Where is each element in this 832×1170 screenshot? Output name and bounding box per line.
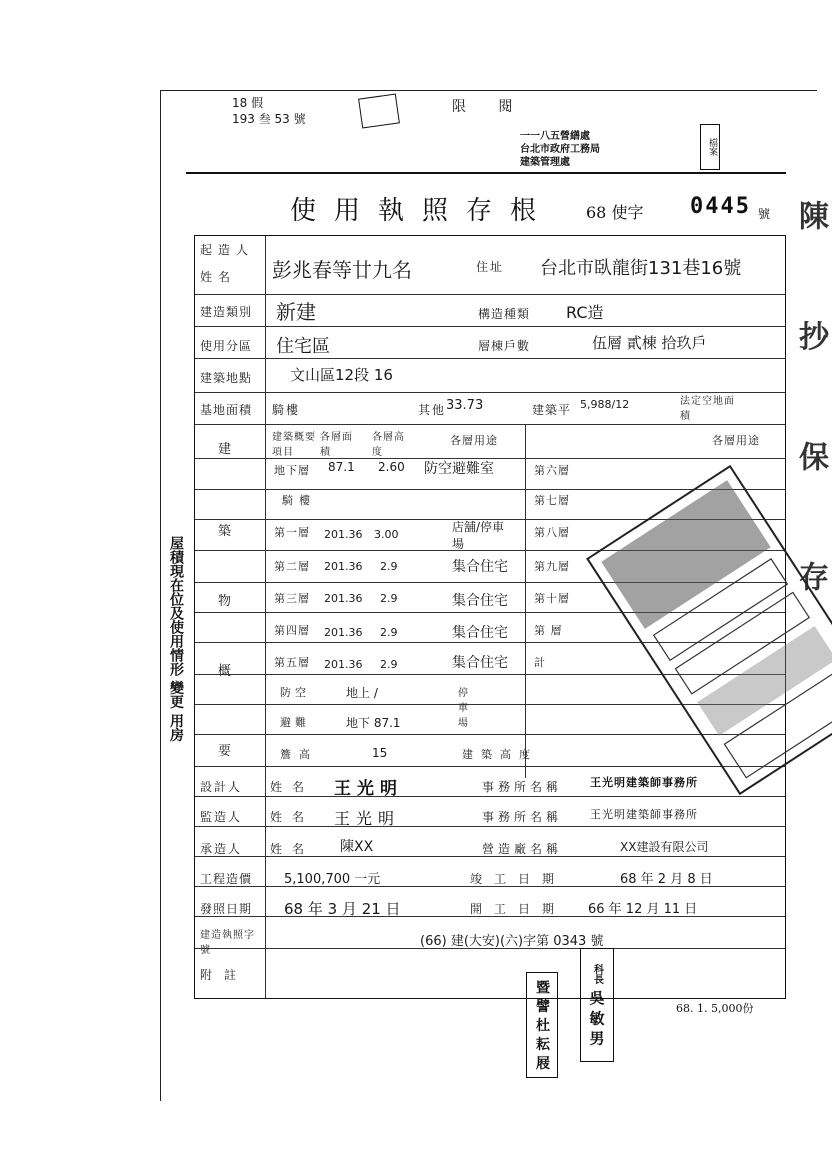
label-completion: 竣工日期 — [470, 872, 567, 886]
label-contractor-name: 姓名 — [270, 842, 315, 856]
label-start-date: 開工日期 — [470, 902, 567, 916]
section-char-yao: 要 — [218, 744, 238, 759]
floor-header-use: 各層用途 — [450, 434, 498, 447]
value-supervisor-name: 王光明 — [334, 809, 401, 828]
value-floor3: 201.36 — [324, 592, 363, 605]
value-start: 66 年 12 月 11 日 — [588, 902, 698, 917]
form-title: 使用執照存根 — [290, 196, 555, 226]
label-parking: 停車場 — [458, 688, 469, 729]
floor-header-use-right: 各層用途 — [712, 434, 760, 447]
value-floor4-use: 集合住宅 — [452, 625, 508, 641]
value-floor3-use: 集合住宅 — [452, 593, 508, 609]
value-floor5-height: 2.9 — [380, 658, 398, 671]
print-note: 68. 1. 5,000份 — [676, 1002, 754, 1015]
value-households: 伍層 貳棟 拾玖戶 — [592, 334, 707, 352]
section-char-wu: 物 — [218, 594, 238, 609]
value-floor5-use: 集合住宅 — [452, 655, 508, 671]
value-basement-height: 2.60 — [378, 460, 405, 474]
floor-row-label-right: 第九層 — [534, 560, 570, 573]
value-completion: 68 年 2 月 8 日 — [620, 872, 713, 887]
value-floor2-height: 2.9 — [380, 560, 398, 573]
value-floor2-use: 集合住宅 — [452, 559, 508, 575]
value-floor1-use: 店舖/停車場 — [452, 520, 505, 551]
label-supervisor: 監造人 — [200, 810, 243, 824]
section-char-jian: 建 — [218, 442, 238, 457]
label-permit-no: 建造執照字號 — [200, 930, 255, 956]
form-number-suffix: 號 — [758, 207, 771, 221]
label-designer: 設計人 — [200, 780, 243, 794]
seal-stamp-1: 暨 譬 杜 耘 屐 — [526, 972, 558, 1078]
value-permit: (66) 建(大安)(六)字第 0343 號 — [420, 934, 604, 949]
value-issue: 68 年 3 月 21 日 — [284, 900, 401, 918]
value-structure: RC造 — [566, 303, 604, 322]
label-households: 層棟戶數 — [478, 339, 531, 353]
value-supervisor-firm: 王光明建築師事務所 — [590, 808, 698, 821]
label-refuge: 避難 — [280, 716, 310, 729]
top-mark-line2: 193 叁 53 號 — [232, 112, 306, 126]
section-char-gai: 概 — [218, 664, 238, 679]
floor-row-label: 地下層 — [274, 464, 310, 477]
floor-row-label-right: 第七層 — [534, 494, 570, 507]
form-number-prefix: 68 使字 — [586, 203, 644, 222]
value-basement: 87.1 — [328, 460, 355, 474]
value-basement-use: 防空避難室 — [424, 461, 494, 477]
label-supervisor-firm: 事務所名稱 — [482, 810, 563, 824]
floor-row-label: 騎樓 — [282, 494, 316, 507]
label-zoning: 使用分區 — [200, 339, 253, 353]
value-zoning: 住宅區 — [276, 336, 330, 357]
value-designer-firm: 王光明建築師事務所 — [590, 776, 698, 789]
label-site: 建築地點 — [200, 371, 253, 385]
value-eave: 15 — [372, 746, 388, 760]
value-contractor-firm: XX建設有限公司 — [620, 840, 709, 854]
floor-row-label: 第五層 — [274, 656, 310, 669]
right-margin-text: 陳 抄 保 存 — [793, 200, 828, 632]
label-bldg-height: 建築高度 — [462, 748, 538, 761]
floor-row-label-right: 第八層 — [534, 526, 570, 539]
floor-row-label-right: 計 — [534, 656, 546, 669]
value-cost: 5,100,700 一元 — [284, 872, 381, 887]
section-char-zhu: 築 — [218, 524, 238, 539]
label-covered: 騎樓 — [272, 403, 301, 417]
floor-row-label: 第二層 — [274, 560, 310, 573]
value-site: 文山區12段 16 — [290, 366, 393, 384]
value-floor5: 201.36 — [324, 658, 363, 671]
floor-row-label: 第四層 — [274, 624, 310, 637]
archive-box-stamp: 檔案 — [700, 124, 720, 170]
floor-row-label: 第一層 — [274, 526, 310, 539]
label-structure: 構造種類 — [478, 307, 531, 321]
label-site-area: 基地面積 — [200, 403, 253, 417]
value-floor4: 201.36 — [324, 626, 363, 639]
value-floor2: 201.36 — [324, 560, 363, 573]
value-floor3-height: 2.9 — [380, 592, 398, 605]
label-supervisor-name: 姓名 — [270, 810, 315, 824]
left-margin-annotation: 屋積現在位及使用情形 變更 用房 — [168, 536, 184, 742]
value-shelter: 地上 / — [346, 686, 378, 700]
value-building-area: 5,988/12 — [580, 398, 630, 411]
label-contractor: 承造人 — [200, 842, 243, 856]
label-remarks: 附註 — [200, 968, 249, 982]
floor-row-label: 第三層 — [274, 592, 310, 605]
floor-header-height: 各層高度 — [372, 432, 405, 458]
floor-header-area: 各層面積 — [320, 432, 353, 458]
floor-header-item: 建築概要項目 — [272, 432, 316, 458]
form-top-border — [186, 172, 786, 174]
label-address: 住址 — [476, 260, 505, 274]
label-eave: 簷高 — [280, 748, 318, 761]
form-serial: 0445 — [690, 194, 751, 219]
label-legal-area: 法定空地面積 — [680, 396, 735, 422]
seal-stamp-2: 科長 吳 敏 男 — [580, 948, 614, 1062]
value-refuge: 地下 87.1 — [346, 716, 401, 730]
value-floor4-height: 2.9 — [380, 626, 398, 639]
agency-stamp: 一一八五營繕處 台北市政府工務局 建築管理處 — [520, 131, 600, 168]
value-owner-address: 台北市臥龍街131巷16號 — [540, 258, 742, 279]
floor-row-label-right: 第十層 — [534, 592, 570, 605]
label-other: 其他 — [418, 403, 447, 417]
restricted-stamp: 限 閱 — [452, 99, 527, 115]
label-designer-firm: 事務所名稱 — [482, 780, 563, 794]
floor-row-label-right: 第六層 — [534, 464, 570, 477]
label-designer-name: 姓名 — [270, 780, 315, 794]
label-cost: 工程造價 — [200, 872, 253, 886]
floor-row-label-right: 第 層 — [534, 624, 563, 637]
label-name: 姓名 — [200, 270, 237, 284]
value-floor1: 201.36 — [324, 528, 363, 541]
value-contractor-name: 陳XX — [340, 839, 374, 855]
label-issue-date: 發照日期 — [200, 902, 253, 916]
top-mark-line1: 18 假 — [232, 96, 264, 110]
label-building-area: 建築平 — [532, 403, 572, 417]
value-build-type: 新建 — [276, 300, 316, 324]
value-floor1-height: 3.00 — [374, 528, 399, 541]
label-shelter: 防空 — [280, 686, 310, 699]
value-owner-name: 彭兆春等廿九名 — [272, 258, 412, 282]
label-owner: 起造人 — [200, 243, 255, 257]
label-contractor-firm: 營造廠名稱 — [482, 842, 563, 856]
label-build-type: 建造類別 — [200, 305, 253, 319]
value-other: 33.73 — [446, 398, 484, 413]
value-designer-name: 王光明 — [334, 779, 403, 799]
